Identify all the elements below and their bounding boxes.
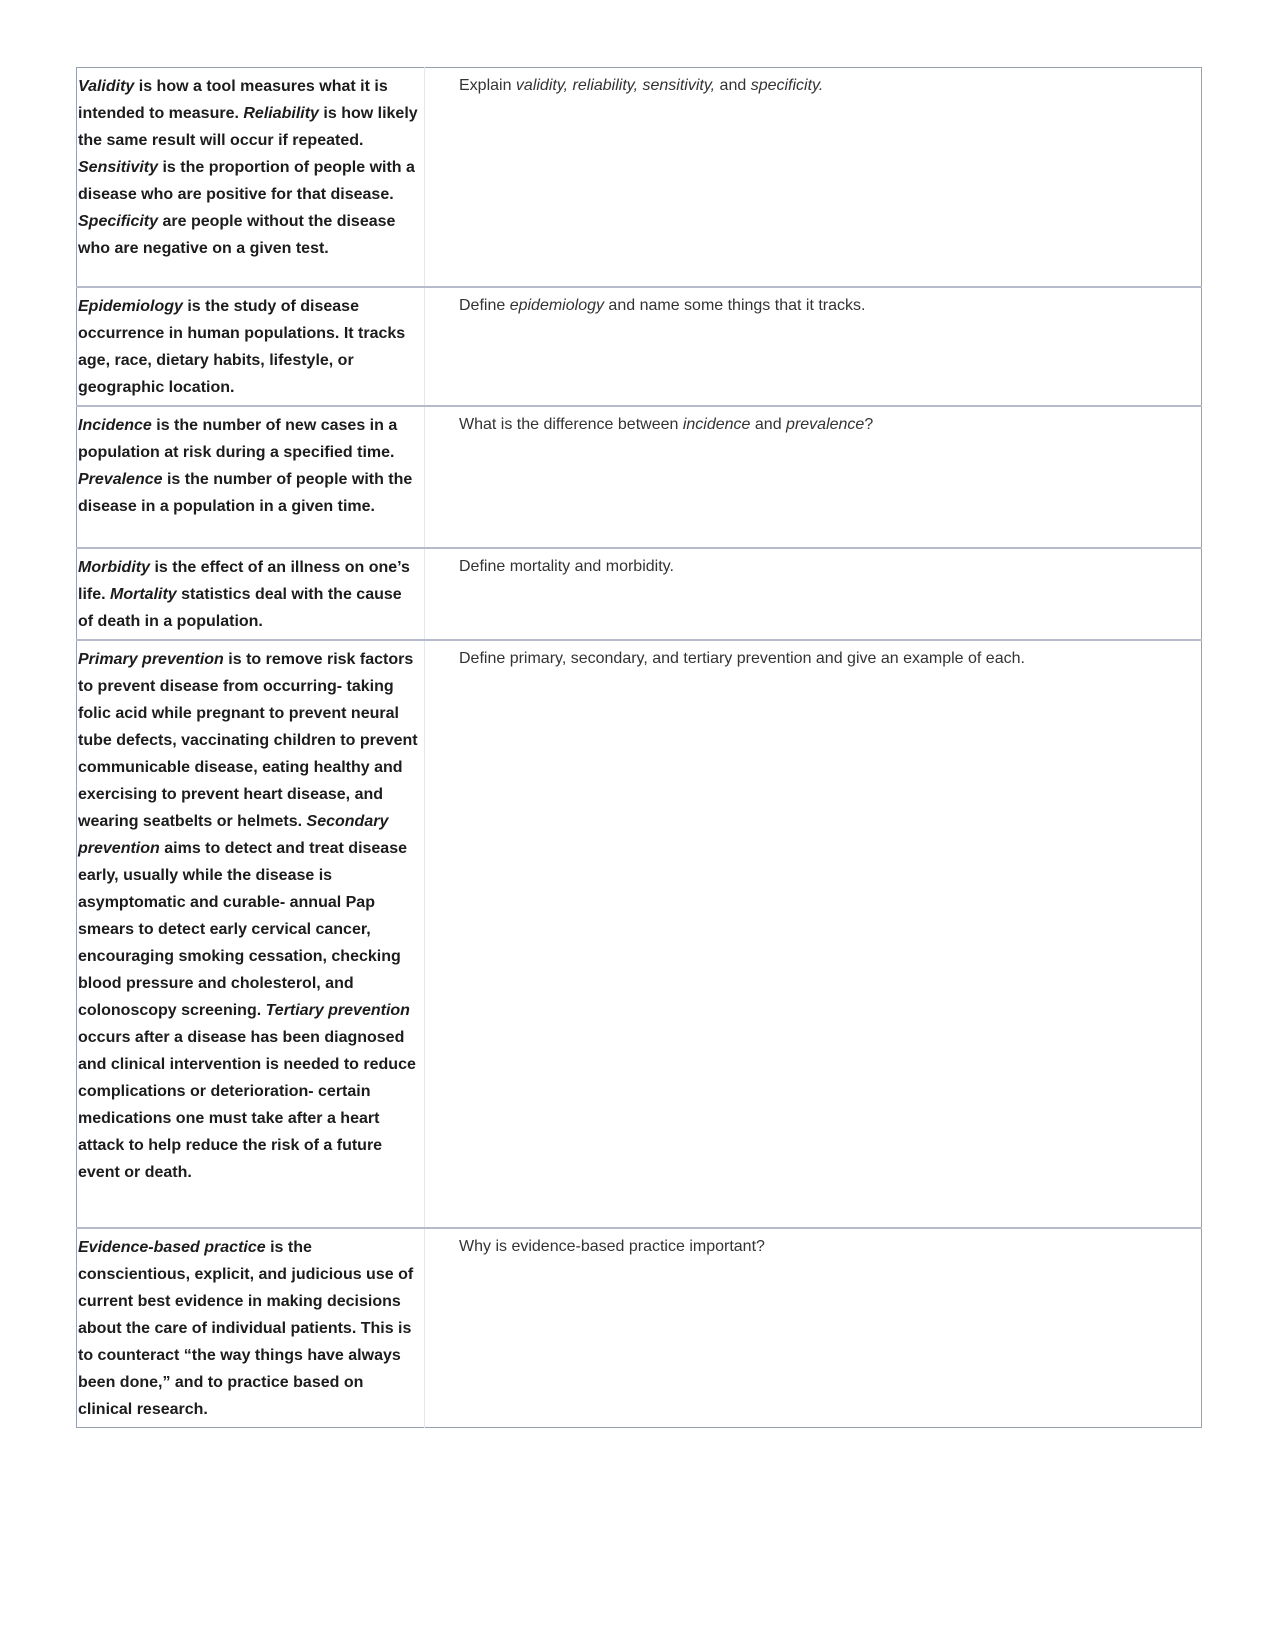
question-text: Define mortality and morbidity. <box>459 557 674 575</box>
answer-text: is the number of people with the disease in a population in a given time. <box>78 470 413 515</box>
answer-text: aims to detect and treat disease early, usually while the disease is asymptomatic and curable- annual Pap smears to detect early cervical cancer, encouraging smoking cessation, checking blood pressure and cholesterol, and colonoscopy screening. <box>78 839 407 1019</box>
question-cell <box>425 287 1202 406</box>
table-row <box>77 1228 1202 1428</box>
question-cell <box>425 548 1202 640</box>
answer-text: is the effect of an illness on one’s life. <box>78 558 410 603</box>
question-text: and <box>750 415 787 433</box>
table-row <box>77 287 1202 406</box>
answer-text: is how likely the same result will occur if repeated. <box>78 105 418 149</box>
question-cell <box>425 406 1202 548</box>
answer-text: is the conscientious, explicit, and judicious use of current best evidence in making decisions about the care of individual patients. This is to counteract “the way things have always been done,” and to practice based on clinical research. <box>78 1238 414 1418</box>
question-cell <box>425 68 1202 287</box>
question-text: Define <box>459 296 510 314</box>
answer-cell <box>77 287 425 406</box>
question-term: validity, reliability, sensitivity, <box>515 77 716 94</box>
question-text: Explain <box>459 77 516 94</box>
question-cell <box>425 1228 1202 1428</box>
answer-text: is to remove risk factors to prevent disease from occurring- taking folic acid while pregnant to prevent neural tube defects, vaccinating children to prevent communicable disease, eating healthy and exercising to prevent heart disease, and wearing seatbelts or helmets. <box>78 650 418 830</box>
question-term: prevalence <box>786 415 865 433</box>
question-term: incidence <box>682 415 751 433</box>
answer-term: Evidence-based practice <box>78 1238 266 1256</box>
question-term: epidemiology <box>509 296 604 314</box>
table-row <box>77 548 1202 640</box>
answer-cell <box>77 406 425 548</box>
study-table <box>76 67 1202 1428</box>
answer-term: Specificity <box>78 213 159 230</box>
table-row <box>77 640 1202 1228</box>
answer-text: statistics deal with the cause of death in a population. <box>78 585 402 630</box>
study-table-body <box>77 68 1202 1428</box>
answer-cell <box>77 68 425 287</box>
answer-term: Mortality <box>110 585 177 603</box>
question-text: Why is evidence-based practice important? <box>459 1237 765 1255</box>
table-row <box>77 406 1202 548</box>
answer-cell <box>77 548 425 640</box>
question-text: What is the difference between <box>459 415 683 433</box>
answer-text: are people without the disease who are negative on a given test. <box>78 213 396 257</box>
answer-cell <box>77 1228 425 1428</box>
answer-text: is the study of disease occurrence in human populations. It tracks age, race, dietary habits, lifestyle, or geographic location. <box>78 297 406 396</box>
answer-term: Validity <box>78 78 135 95</box>
answer-cell <box>77 640 425 1228</box>
answer-term: Secondary prevention <box>78 812 389 857</box>
question-cell <box>425 640 1202 1228</box>
answer-term: Sensitivity <box>78 159 159 176</box>
question-term: specificity. <box>750 77 824 94</box>
question-text: ? <box>864 415 874 433</box>
answer-term: Reliability <box>243 105 319 122</box>
answer-term: Incidence <box>78 416 152 434</box>
answer-term: Tertiary prevention <box>265 1001 410 1019</box>
question-text: and <box>715 77 751 94</box>
answer-text: occurs after a disease has been diagnosed and clinical intervention is needed to reduce complications or deterioration- certain medications one must take after a heart attack to help reduce the risk of a future event or death. <box>78 1028 416 1181</box>
answer-term: Morbidity <box>78 558 150 576</box>
table-row <box>77 68 1202 287</box>
question-text: Define primary, secondary, and tertiary prevention and give an example of each. <box>459 649 1025 667</box>
answer-term: Primary prevention <box>78 650 224 668</box>
answer-term: Epidemiology <box>78 297 183 315</box>
answer-term: Prevalence <box>78 470 163 488</box>
answer-text: is the number of new cases in a population at risk during a specified time. <box>78 416 398 461</box>
question-text: and name some things that it tracks. <box>603 296 866 314</box>
answer-text: is how a tool measures what it is intended to measure. <box>78 78 388 122</box>
answer-text: is the proportion of people with a disease who are positive for that disease. <box>78 159 415 203</box>
